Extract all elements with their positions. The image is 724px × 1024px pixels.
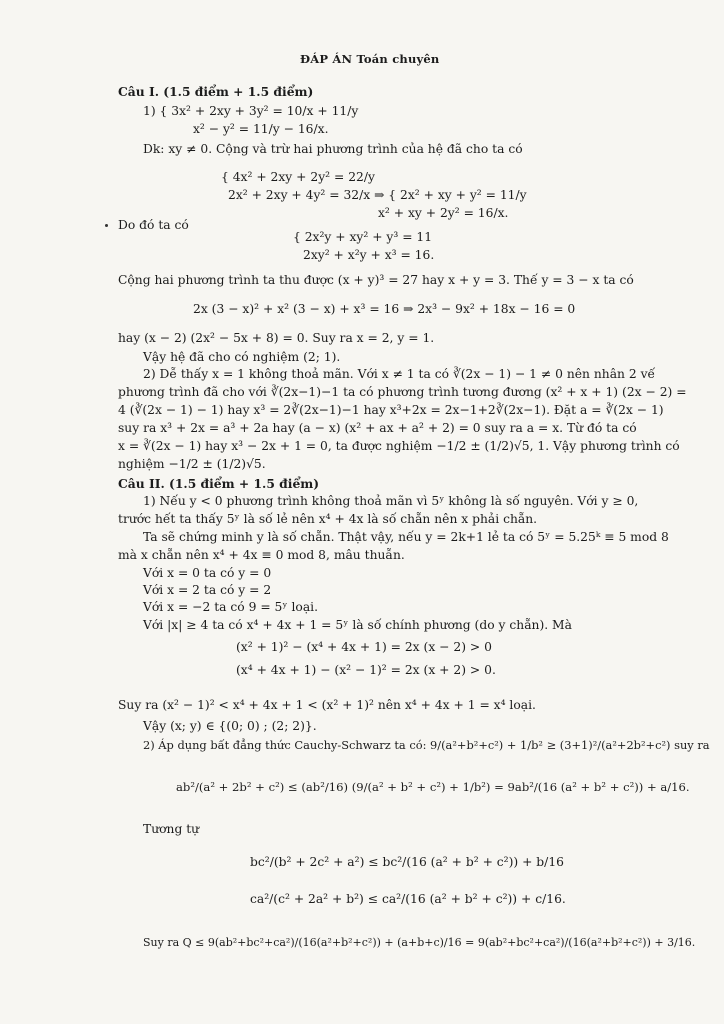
text-line: Với x = 0 ta có y = 0 [143, 566, 272, 580]
text-line: phương trình đã cho với ∛(2x−1)−1 ta có phương trình tương đương (x² + x + 1) (2x − 2) = [118, 385, 687, 399]
text-line: Với |x| ≥ 4 ta có x⁴ + 4x + 1 = 5ʸ là số chính phương (do y chẵn). Mà [143, 618, 572, 632]
text-line: 1) { 3x² + 2xy + 3y² = 10/x + 11/y [143, 104, 359, 118]
text-line: Suy ra (x² − 1)² < x⁴ + 4x + 1 < (x² + 1)² nên x⁴ + 4x + 1 = x⁴ loại. [118, 698, 536, 712]
text-line: 2x (3 − x)² + x² (3 − x) + x³ = 16 ⇒ 2x³ − 9x² + 18x − 16 = 0 [193, 302, 576, 316]
text-line: Suy ra Q ≤ 9(ab²+bc²+ca²)/(16(a²+b²+c²)) + (a+b+c)/16 = 9(ab²+bc²+ca²)/(16(a²+b²+c²)) + 3/16. [143, 936, 696, 949]
text-line: Với x = 2 ta có y = 2 [143, 583, 272, 597]
section-heading-cau-1: Câu I. (1.5 điểm + 1.5 điểm) [118, 84, 314, 99]
text-line: Cộng hai phương trình ta thu được (x + y)³ = 27 hay x + y = 3. Thế y = 3 − x ta có [118, 273, 634, 287]
text-line: bc²/(b² + 2c² + a²) ≤ bc²/(16 (a² + b² + c²)) + b/16 [250, 855, 564, 869]
text-line: 2) Dễ thấy x = 1 không thoả mãn. Với x ≠ 1 ta có ∛(2x − 1) − 1 ≠ 0 nên nhân 2 vế [143, 367, 656, 381]
text-line: nghiệm −1/2 ± (1/2)√5. [118, 457, 266, 471]
section-heading-cau-2: Câu II. (1.5 điểm + 1.5 điểm) [118, 476, 320, 491]
text-line: { 4x² + 2xy + 2y² = 22/y [221, 170, 375, 184]
text-line: x² + xy + 2y² = 16/x. [378, 206, 509, 220]
text-line: { 2x²y + xy² + y³ = 11 [293, 230, 433, 244]
text-line: ca²/(c² + 2a² + b²) ≤ ca²/(16 (a² + b² + c²)) + c/16. [250, 892, 566, 906]
text-line: hay (x − 2) (2x² − 5x + 8) = 0. Suy ra x = 2, y = 1. [118, 331, 435, 345]
text-line: (x² + 1)² − (x⁴ + 4x + 1) = 2x (x − 2) > 0 [236, 640, 492, 654]
document-title: ĐÁP ÁN Toán chuyên [300, 52, 440, 66]
text-line: Vậy (x; y) ∈ {(0; 0) ; (2; 2)}. [143, 719, 317, 733]
text-line: trước hết ta thấy 5ʸ là số lẻ nên x⁴ + 4x là số chẵn nên x phải chẵn. [118, 512, 538, 526]
text-line: Ta sẽ chứng minh y là số chẵn. Thật vậy, nếu y = 2k+1 lẻ ta có 5ʸ = 5.25ᵏ ≡ 5 mod 8 [143, 530, 669, 544]
text-line: 1) Nếu y < 0 phương trình không thoả mãn vì 5ʸ không là số nguyên. Với y ≥ 0, [143, 494, 639, 508]
text-line: mà x chẵn nên x⁴ + 4x ≡ 0 mod 8, mâu thuẫn. [118, 548, 405, 562]
text-line: Dk: xy ≠ 0. Cộng và trừ hai phương trình của hệ đã cho ta có [143, 142, 523, 156]
bullet-dot [105, 224, 108, 227]
text-line: 2x² + 2xy + 4y² = 32/x ⇒ { 2x² + xy + y² = 11/y [228, 188, 527, 202]
text-line: ab²/(a² + 2b² + c²) ≤ (ab²/16) (9/(a² + b² + c²) + 1/b²) = 9ab²/(16 (a² + b² + c²)) + a/16. [176, 780, 690, 794]
text-line: 4 (∛(2x − 1) − 1) hay x³ = 2∛(2x−1)−1 hay x³+2x = 2x−1+2∛(2x−1). Đặt a = ∛(2x − 1) [118, 403, 664, 417]
text-line: x² − y² = 11/y − 16/x. [193, 122, 329, 136]
text-line: suy ra x³ + 2x = a³ + 2a hay (a − x) (x² + ax + a² + 2) = 0 suy ra a = x. Từ đó ta có [118, 421, 637, 435]
text-line: (x⁴ + 4x + 1) − (x² − 1)² = 2x (x + 2) > 0. [236, 663, 496, 677]
text-line: x = ∛(2x − 1) hay x³ − 2x + 1 = 0, ta được nghiệm −1/2 ± (1/2)√5, 1. Vậy phương trình có [118, 439, 680, 453]
text-line: 2) Áp dụng bất đẳng thức Cauchy-Schwarz ta có: 9/(a²+b²+c²) + 1/b² ≥ (3+1)²/(a²+2b²+c²) suy ra [143, 738, 710, 752]
text-line: Tương tự [143, 822, 200, 836]
text-line: Vậy hệ đã cho có nghiệm (2; 1). [143, 350, 341, 364]
text-line: 2xy² + x²y + x³ = 16. [303, 248, 435, 262]
text-line: Do đó ta có [118, 218, 189, 232]
text-line: Với x = −2 ta có 9 = 5ʸ loại. [143, 600, 318, 614]
